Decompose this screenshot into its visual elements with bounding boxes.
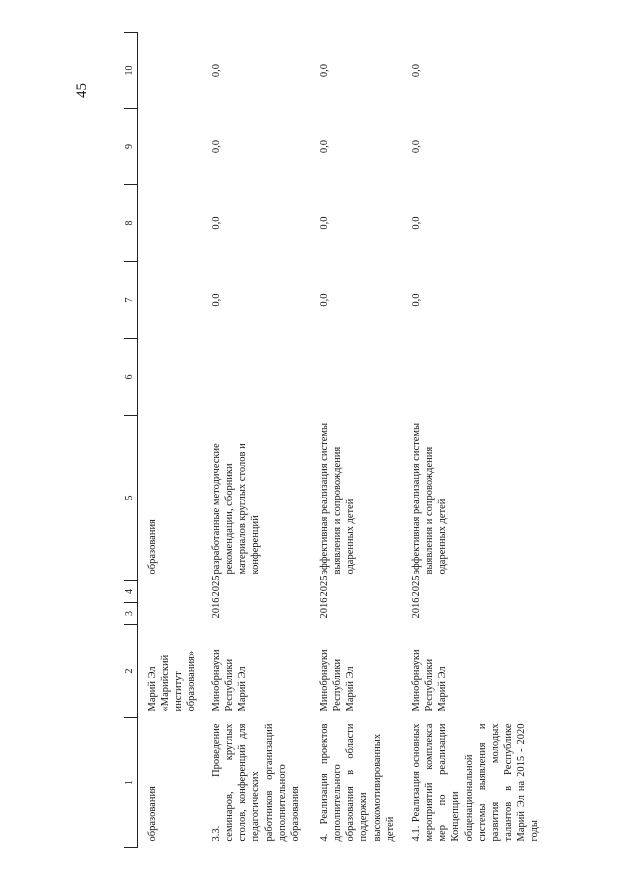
cell-executor: Минобрнауки Республики Марий Эл (211, 649, 249, 712)
cell-activity: 3.3. Проведение семинаров, круглых столов, конференций для педагогических работников организаций дополнительного образования (211, 723, 301, 842)
header-row (124, 33, 137, 848)
cell-activity: 4. Реализация проектов дополнительного образования в области поддержки высокомотивированных детей (319, 723, 396, 842)
table-row (137, 33, 202, 848)
column-header: 6 (124, 339, 137, 416)
column-header: 9 (124, 109, 137, 185)
cell-end-year (137, 581, 202, 603)
cell-value (202, 339, 310, 416)
cell-activity: образования (146, 786, 158, 842)
cell-value (137, 262, 202, 339)
column-header: 4 (124, 581, 137, 603)
column-header: 2 (124, 625, 137, 718)
cell-end-year: 2025 (211, 575, 222, 597)
cell-value: 0,0 (411, 139, 422, 154)
column-header: 1 (124, 718, 137, 848)
cell-value: 0,0 (211, 293, 222, 307)
column-header: 10 (124, 33, 137, 109)
cell-value (137, 33, 202, 109)
page-number: 45 (74, 83, 90, 98)
table-row (202, 33, 310, 848)
column-header: 3 (124, 603, 137, 625)
rotated-table-container (124, 33, 541, 848)
cell-executor: Минобрнауки Республики Марий Эл (411, 649, 449, 712)
cell-value: 0,0 (411, 63, 422, 78)
cell-value (137, 339, 202, 416)
cell-value: 0,0 (211, 63, 222, 78)
cell-value: 0,0 (319, 216, 330, 230)
cell-value: 0,0 (211, 216, 222, 230)
cell-result: эффективная реализация системы выявления и сопровождения одаренных детей (411, 422, 449, 575)
table-row (402, 33, 545, 848)
cell-start-year: 2016 (319, 597, 330, 619)
cell-start-year: 2016 (411, 597, 422, 619)
cell-result: разработанные методические рекомендации, сборники материалов круглых столов и конференций (211, 443, 262, 575)
cell-start-year: 2016 (211, 597, 222, 619)
cell-result: образования (146, 519, 158, 575)
cell-value (310, 339, 402, 416)
cell-value (137, 185, 202, 262)
table-row (310, 33, 402, 848)
column-header: 5 (124, 416, 137, 581)
cell-start-year (137, 603, 202, 625)
cell-end-year: 2025 (319, 575, 330, 597)
cell-activity: 4.1. Реализация основных мероприятий комплекса мер по реализации Концепции общенациональной системы выявления и развития молодых талантов в Республике Марий Эл на 2015 - 2020 годы (411, 723, 541, 842)
cell-value (402, 339, 545, 416)
cell-value (137, 109, 202, 185)
cell-value: 0,0 (411, 293, 422, 307)
cell-end-year: 2025 (411, 575, 422, 597)
cell-value: 0,0 (319, 63, 330, 78)
cell-value: 0,0 (319, 139, 330, 154)
activities-table (124, 32, 545, 848)
cell-result: эффективная реализация системы выявления и сопровождения одаренных детей (319, 422, 357, 575)
column-header: 8 (124, 185, 137, 262)
cell-value: 0,0 (211, 139, 222, 154)
cell-value: 0,0 (319, 293, 330, 307)
cell-executor: Минобрнауки Республики Марий Эл (319, 649, 357, 712)
column-header: 7 (124, 262, 137, 339)
cell-executor: Марий Эл «Марийский институт образования» (146, 650, 197, 712)
cell-value: 0,0 (411, 216, 422, 230)
